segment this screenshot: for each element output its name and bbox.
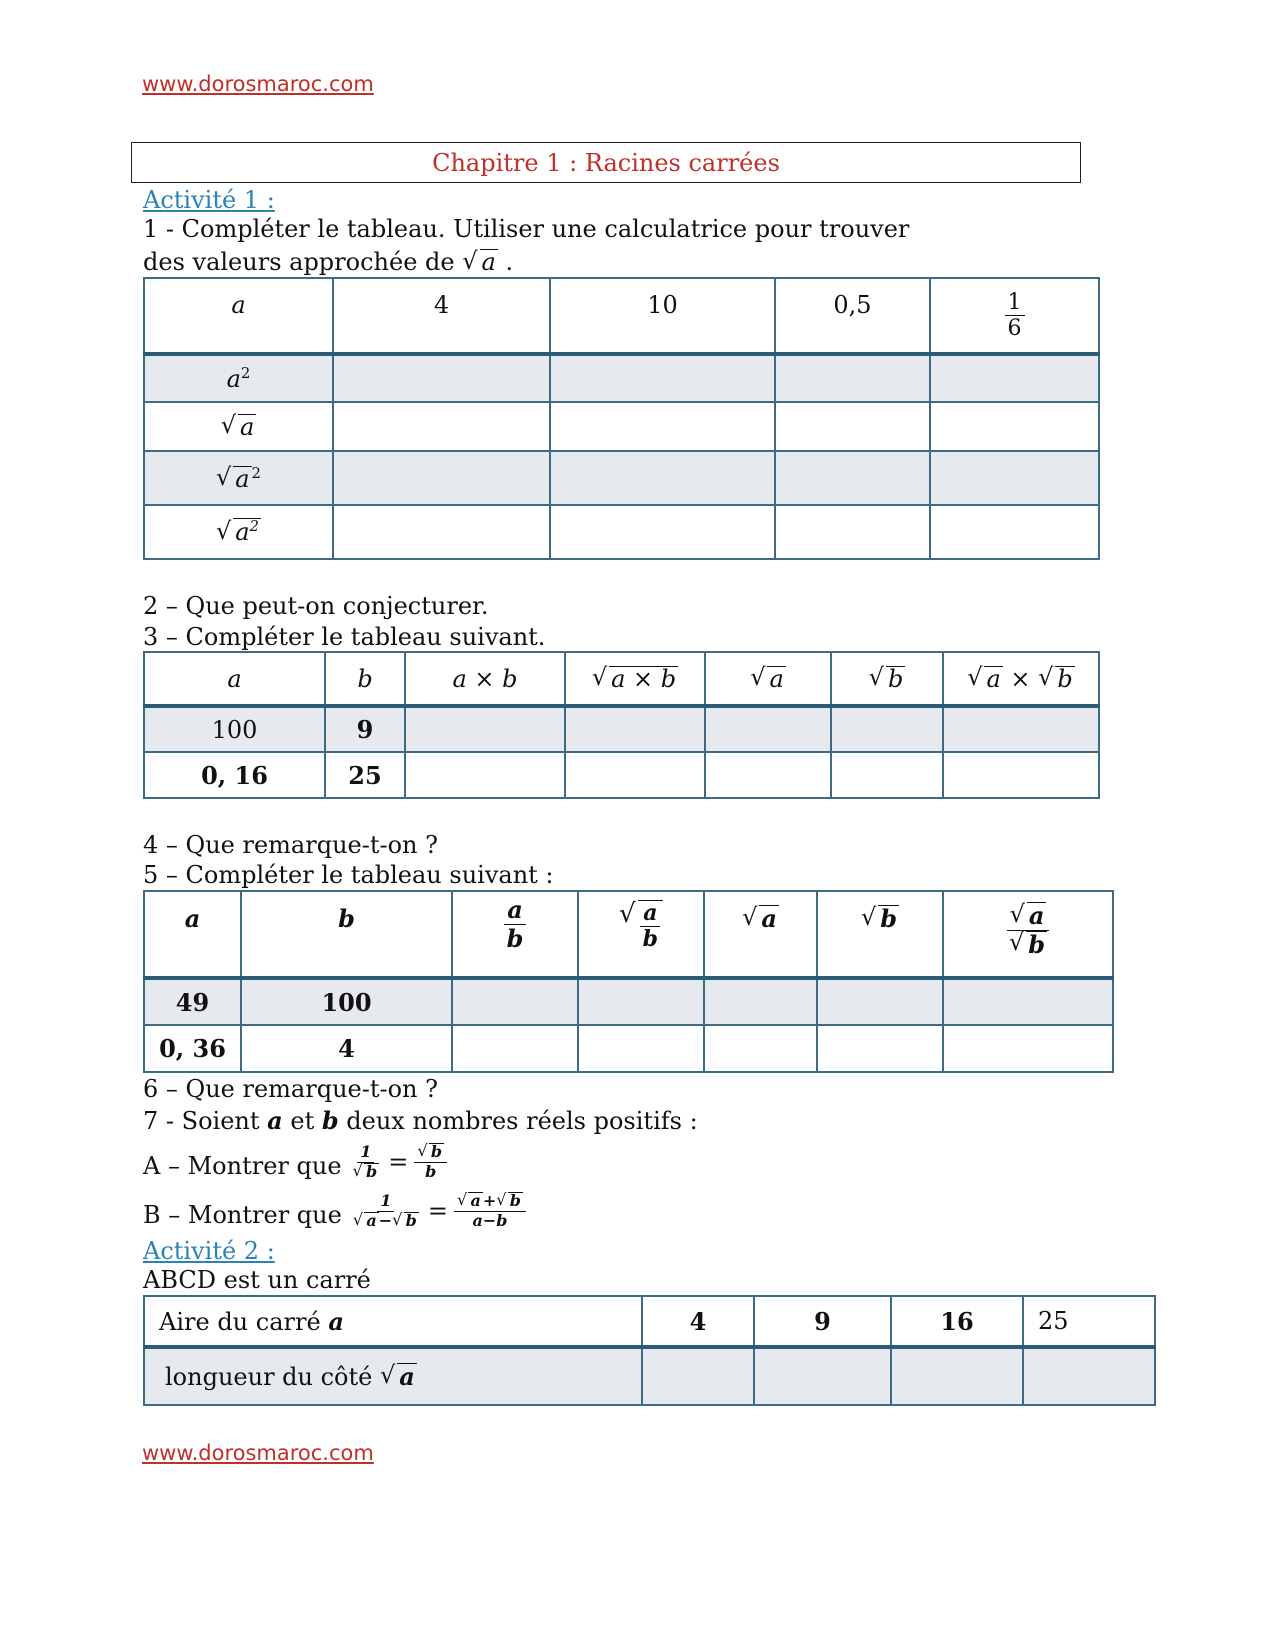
t3-cell[interactable] [578,978,704,1025]
t4-cell[interactable] [1023,1347,1155,1405]
t3-header-a-over-b: $\frac{a}{b}$ [452,891,578,978]
t3-row1-a: 49 [144,978,241,1025]
question-3: 3 – Compléter le tableau suivant. [143,623,546,651]
t2-cell[interactable] [565,752,705,798]
t1-cell[interactable] [775,354,930,402]
t1-cell[interactable] [550,354,775,402]
activity-1-heading: Activité 1 : [143,186,275,214]
t4-row2-label: longueur du côté √ a [144,1347,642,1405]
table-quotient [143,890,1114,1073]
t1-row-sqrt-a: √ a [144,402,333,451]
t2-row1-b: 9 [325,706,405,752]
t1-header-col1: 4 [333,278,550,354]
header-site-link[interactable]: www.dorosmaroc.com [142,72,374,96]
t3-cell[interactable] [817,1025,943,1072]
t1-cell[interactable] [550,451,775,505]
question-4: 4 – Que remarque-t-on ? [143,831,438,859]
t3-cell[interactable] [578,1025,704,1072]
t1-cell[interactable] [930,505,1099,559]
question-1-suffix: . [505,248,514,276]
t1-header-col3: 0,5 [775,278,930,354]
t1-cell[interactable] [775,451,930,505]
t1-cell[interactable] [775,402,930,451]
t4-value-2: 9 [754,1296,891,1347]
t1-header-a: a [144,278,333,354]
t2-header-sqrt-a: √ a [705,652,831,706]
t2-cell[interactable] [405,752,565,798]
question-a: A – Montrer que 1 √ b = √ $\frac{b}{b}$ [143,1138,447,1186]
t1-row-sqrt-of-a-squared: √ $a^2$ [144,505,333,559]
t2-header-sqrt-a-times-sqrt-b: √ a × √ b [943,652,1099,706]
t2-cell[interactable] [831,706,943,752]
t2-cell[interactable] [705,752,831,798]
t4-row1-label: Aire du carré a [144,1296,642,1347]
t1-cell[interactable] [550,505,775,559]
t2-cell[interactable] [831,752,943,798]
t4-cell[interactable] [891,1347,1023,1405]
t1-row-sqrt-a-squared: √ a $^2$ [144,451,333,505]
t3-cell[interactable] [452,1025,578,1072]
t2-header-sqrt-ab: √ a × b [565,652,705,706]
t3-header-sqrt-a: √ a [704,891,817,978]
t3-header-sqrt-b: √ b [817,891,943,978]
chapter-title: Chapitre 1 : Racines carrées [131,142,1081,183]
t2-cell[interactable] [943,706,1099,752]
t3-header-sqrt-a-over-sqrt-b: √ a √ b [943,891,1113,978]
question-7: 7 - Soient a et b deux nombres réels positifs : [143,1106,698,1135]
question-b: B – Montrer que 1 √ a −√ b = √ $\frac{a +√ b}{a-b}$ [143,1187,526,1235]
activity-2-intro: ABCD est un carré [143,1266,371,1294]
table-square-area [143,1295,1156,1406]
t1-cell[interactable] [930,354,1099,402]
activity-2-heading: Activité 2 : [143,1237,275,1265]
t3-header-sqrt-a-over-b: √ $\frac{a}{b}$ [578,891,704,978]
question-1-line1: 1 - Compléter le tableau. Utiliser une calculatrice pour trouver [143,215,910,243]
t2-header-a: a [144,652,325,706]
t3-header-a: a [144,891,241,978]
t3-cell[interactable] [943,978,1113,1025]
t3-cell[interactable] [704,1025,817,1072]
sqrt-a-symbol: √ a [462,248,498,276]
t1-cell[interactable] [930,402,1099,451]
t1-cell[interactable] [550,402,775,451]
t2-cell[interactable] [405,706,565,752]
t1-row-a-squared: $a^2$ [144,354,333,402]
t2-cell[interactable] [565,706,705,752]
t2-header-b: b [325,652,405,706]
t1-cell[interactable] [333,451,550,505]
table-product [143,651,1100,799]
t1-cell[interactable] [775,505,930,559]
t3-row2-b: 4 [241,1025,452,1072]
t1-cell[interactable] [333,354,550,402]
t4-value-3: 16 [891,1296,1023,1347]
t2-cell[interactable] [705,706,831,752]
t3-cell[interactable] [943,1025,1113,1072]
table-values-a [143,277,1100,560]
question-2: 2 – Que peut-on conjecturer. [143,592,489,620]
footer-site-link[interactable]: www.dorosmaroc.com [142,1441,374,1465]
t2-row1-a: 100 [144,706,325,752]
t1-cell[interactable] [333,505,550,559]
t3-row1-b: 100 [241,978,452,1025]
t3-header-b: b [241,891,452,978]
t1-header-col2: 10 [550,278,775,354]
t1-cell[interactable] [333,402,550,451]
t4-cell[interactable] [642,1347,754,1405]
t3-cell[interactable] [704,978,817,1025]
t2-header-sqrt-b: √ b [831,652,943,706]
t2-cell[interactable] [943,752,1099,798]
t1-cell[interactable] [930,451,1099,505]
t2-row2-a: 0, 16 [144,752,325,798]
question-5: 5 – Compléter le tableau suivant : [143,861,554,889]
t3-cell[interactable] [817,978,943,1025]
t3-row2-a: 0, 36 [144,1025,241,1072]
t1-header-col4: $\frac{1}{6}$ [930,278,1099,354]
question-1-prefix: des valeurs approchée de [143,248,455,276]
t4-value-1: 4 [642,1296,754,1347]
t2-header-a-times-b: a × b [405,652,565,706]
t2-row2-b: 25 [325,752,405,798]
question-1-line2 [143,248,513,276]
question-6: 6 – Que remarque-t-on ? [143,1075,438,1103]
t3-cell[interactable] [452,978,578,1025]
t4-value-4: 25 [1023,1296,1155,1347]
t4-cell[interactable] [754,1347,891,1405]
